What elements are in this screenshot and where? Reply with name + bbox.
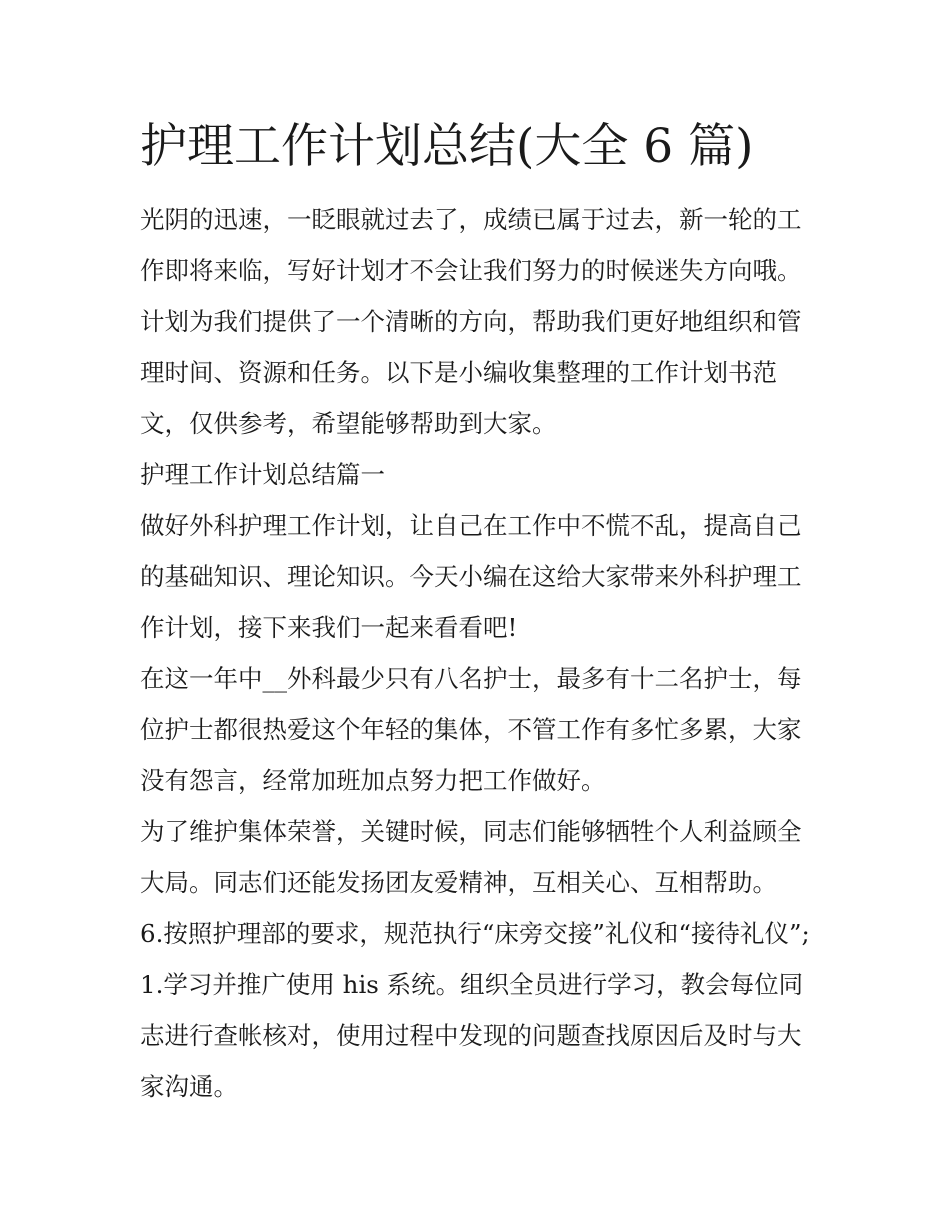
document-title: 护理工作计划总结(大全 6 篇) (140, 119, 754, 174)
text-line: 理时间、资源和任务。以下是小编收集整理的工作计划书范 (140, 358, 777, 387)
text-line: 做好外科护理工作计划，让自己在工作中不慌不乱，提高自己 (140, 511, 802, 540)
text-line: 的基础知识、理论知识。今天小编在这给大家带来外科护理工 (140, 562, 802, 591)
text-line: 作计划，接下来我们一起来看看吧! (140, 613, 518, 642)
text-line: 6.按照护理部的要求，规范执行“床旁交接”礼仪和“接待礼仪”; (140, 919, 810, 948)
list-item (140, 959, 812, 1112)
text-line: 志进行查帐核对，使用过程中发现的问题查找原因后及时与大 (140, 1021, 802, 1050)
text-line: 位护士都很热爱这个年轻的集体，不管工作有多忙多累，大家 (140, 715, 802, 744)
document-page (140, 112, 812, 1112)
body-paragraph (140, 653, 812, 806)
text-line: 1.学习并推广使用 his 系统。组织全员进行学习，教会每位同 (140, 970, 804, 999)
text-line: 护理工作计划总结篇一 (140, 460, 385, 489)
text-line: 计划为我们提供了一个清晰的方向，帮助我们更好地组织和管 (140, 307, 802, 336)
text-line: 家沟通。 (140, 1072, 238, 1101)
text-line: 文，仅供参考，希望能够帮助到大家。 (140, 409, 557, 438)
text-line: 光阴的迅速，一眨眼就过去了，成绩已属于过去，新一轮的工 (140, 205, 802, 234)
intro-paragraph (140, 194, 812, 449)
text-line: 没有怨言，经常加班加点努力把工作做好。 (140, 766, 606, 795)
text-line: 为了维护集体荣誉，关键时候，同志们能够牺牲个人利益顾全 (140, 817, 802, 846)
list-item (140, 908, 812, 959)
section-heading (140, 449, 812, 500)
text-line: 作即将来临，写好计划才不会让我们努力的时候迷失方向哦。 (140, 256, 802, 285)
text-line: 在这一年中__外科最少只有八名护士，最多有十二名护士，每 (140, 664, 802, 693)
text-line: 大局。同志们还能发扬团友爱精神，互相关心、互相帮助。 (140, 868, 777, 897)
body-paragraph (140, 500, 812, 653)
body-paragraph (140, 806, 812, 908)
